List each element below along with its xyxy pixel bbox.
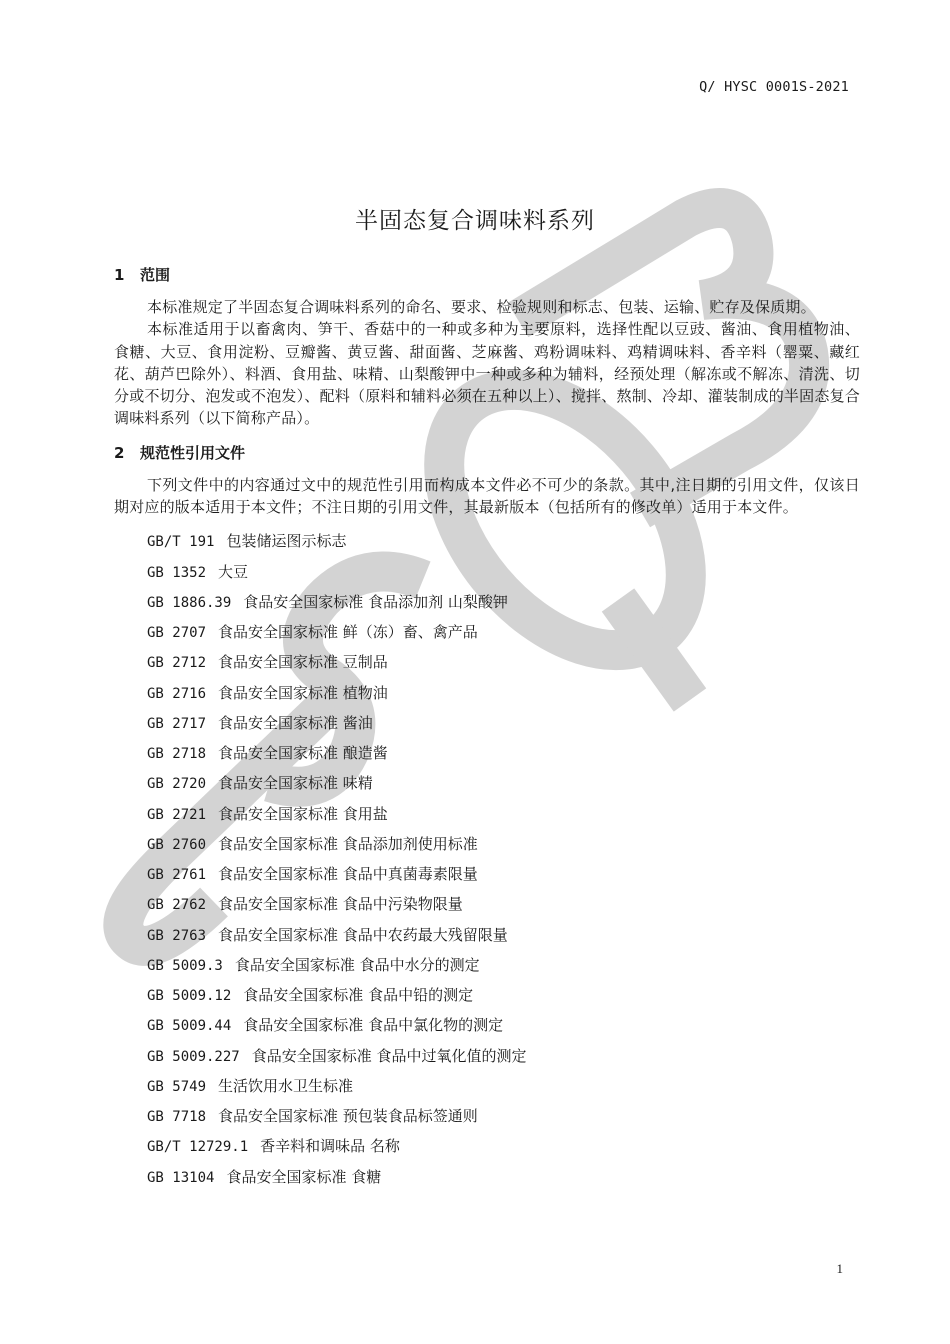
reference-item [147, 617, 860, 647]
section-number: 2 [114, 443, 125, 462]
reference-title: 生活饮用水卫生标准 [218, 1076, 354, 1095]
reference-item [147, 738, 860, 768]
reference-code: GB 2717 [147, 715, 207, 732]
reference-item [147, 1131, 860, 1161]
reference-code: GB 2712 [147, 655, 207, 672]
reference-item [147, 1041, 860, 1071]
reference-item [147, 1101, 860, 1131]
reference-title: 食品安全国家标准 食用盐 [218, 804, 388, 823]
document-body [114, 262, 860, 1192]
reference-code: GB 2761 [147, 867, 207, 884]
section-title: 规范性引用文件 [140, 443, 246, 462]
reference-title: 食品安全国家标准 食品中农药最大残留限量 [218, 925, 508, 944]
reference-title: 食品安全国家标准 食品中氯化物的测定 [243, 1016, 504, 1035]
reference-code: GB 5009.3 [147, 957, 223, 974]
reference-code: GB 7718 [147, 1109, 207, 1126]
reference-code: GB 2720 [147, 776, 207, 793]
reference-title: 食品安全国家标准 豆制品 [218, 653, 388, 672]
reference-code: GB 2760 [147, 836, 207, 853]
reference-code: GB/T 12729.1 [147, 1139, 249, 1156]
reference-title: 食品安全国家标准 鲜（冻）畜、禽产品 [218, 623, 478, 642]
reference-code: GB 5749 [147, 1078, 207, 1095]
reference-item [147, 647, 860, 677]
section-number: 1 [114, 266, 125, 284]
page-number: 1 [836, 1261, 843, 1276]
reference-code: GB 5009.227 [147, 1048, 240, 1065]
reference-code: GB 1886.39 [147, 594, 232, 611]
reference-list [114, 526, 860, 1192]
reference-title: 食品安全国家标准 食品中铅的测定 [243, 986, 474, 1005]
section-normative-references [114, 440, 860, 1192]
reference-item [147, 1010, 860, 1040]
reference-code: GB 1352 [147, 564, 207, 581]
reference-title: 食品安全国家标准 食品中真菌毒素限量 [218, 865, 478, 884]
reference-code: GB 2707 [147, 625, 207, 642]
reference-item [147, 557, 860, 587]
reference-item [147, 1071, 860, 1101]
reference-title: 食品安全国家标准 预包装食品标签通则 [218, 1107, 478, 1126]
reference-code: GB 2716 [147, 685, 207, 702]
reference-title: 香辛料和调味品 名称 [260, 1137, 400, 1156]
reference-item [147, 799, 860, 829]
reference-item [147, 526, 860, 556]
reference-title: 食品安全国家标准 食品添加剂使用标准 [218, 834, 478, 853]
paragraph: 本标准规定了半固态复合调味料系列的命名、要求、检验规则和标志、包装、运输、贮存及保质期。 [147, 298, 816, 316]
reference-title: 食品安全国家标准 食品添加剂 山梨酸钾 [243, 592, 508, 611]
reference-item [147, 678, 860, 708]
paragraph: 本标准适用于以畜禽肉、笋干、香菇中的一种或多种为主要原料，选择性配以豆豉、酱油、食用植物油、食糖、大豆、食用淀粉、豆瓣酱、黄豆酱、甜面酱、芝麻酱、鸡粉调味料、鸡精调味料、香辛料（罂粟、藏红花、葫芦巴除外）、料酒、食用盐、味精、山梨酸钾中一种或多种为辅料，经预处理（解冻或不解冻、清洗、切分或不切分、泡发或不泡发）、配料（原料和辅料必须在五种以上）、搅拌、熬制、冷却、灌装制成的半固态复合调味料系列（以下简称产品）。 [114, 320, 860, 428]
reference-item [147, 980, 860, 1010]
document-code: Q/ HYSC 0001S-2021 [699, 79, 849, 95]
reference-title: 大豆 [218, 562, 249, 581]
reference-item [147, 889, 860, 919]
section-heading [114, 262, 860, 288]
reference-item [147, 1162, 860, 1192]
section-heading [114, 440, 860, 466]
reference-item [147, 859, 860, 889]
reference-item [147, 768, 860, 798]
reference-title: 食品安全国家标准 食品中污染物限量 [218, 895, 463, 914]
reference-title: 食品安全国家标准 味精 [218, 774, 373, 793]
paragraph: 下列文件中的内容通过文中的规范性引用而构成本文件必不可少的条款。其中,注日期的引用文件，仅该日期对应的版本适用于本文件；不注日期的引用文件，其最新版本（包括所有的修改单）适用于本文件。 [114, 475, 860, 517]
reference-item [147, 829, 860, 859]
section-scope [114, 262, 860, 430]
reference-title: 包装储运图示标志 [226, 532, 347, 551]
reference-title: 食品安全国家标准 酿造酱 [218, 744, 388, 763]
reference-item [147, 920, 860, 950]
reference-code: GB 2718 [147, 746, 207, 763]
document-title: 半固态复合调味料系列 [355, 208, 595, 234]
reference-code: GB 2762 [147, 897, 207, 914]
reference-item [147, 708, 860, 738]
reference-code: GB 5009.44 [147, 1018, 232, 1035]
reference-item [147, 587, 860, 617]
reference-title: 食品安全国家标准 酱油 [218, 713, 373, 732]
reference-title: 食品安全国家标准 植物油 [218, 683, 388, 702]
reference-item [147, 950, 860, 980]
section-title: 范围 [140, 266, 171, 284]
reference-title: 食品安全国家标准 食品中过氧化值的测定 [251, 1046, 527, 1065]
reference-code: GB 13104 [147, 1169, 215, 1186]
reference-code: GB 2721 [147, 806, 207, 823]
reference-title: 食品安全国家标准 食糖 [226, 1167, 382, 1186]
reference-code: GB 2763 [147, 927, 207, 944]
reference-code: GB 5009.12 [147, 988, 232, 1005]
reference-code: GB/T 191 [147, 534, 215, 551]
reference-title: 食品安全国家标准 食品中水分的测定 [234, 955, 480, 974]
